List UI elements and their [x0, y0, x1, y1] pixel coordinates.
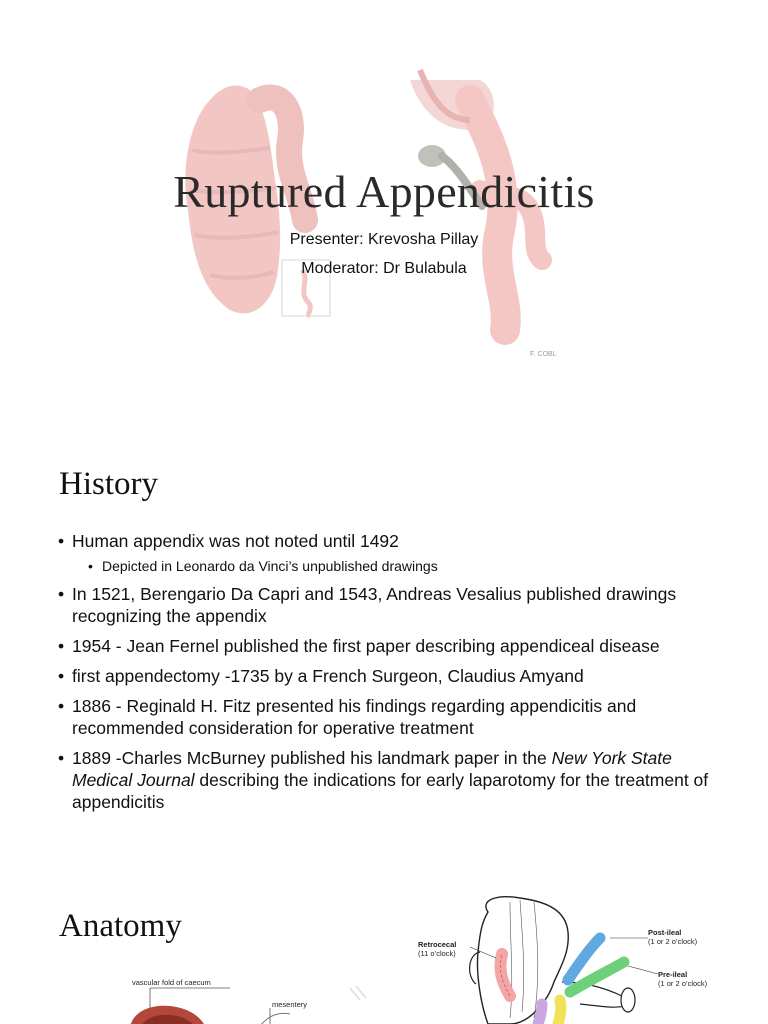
illustration-credit: F. COBL	[530, 351, 557, 358]
list-item-text: 1889 -Charles McBurney published his landmark paper in the	[72, 748, 552, 768]
preileal-label	[658, 970, 707, 988]
vascular-fold-label: vascular fold of caecum	[132, 978, 211, 987]
appendix-positions-figure	[410, 892, 710, 1024]
title-slide	[0, 0, 768, 432]
list-item: • Depicted in Leonardo da Vinci’s unpublished drawings	[58, 557, 718, 575]
list-item: • 1954 - Jean Fernel published the first paper describing appendiceal disease	[58, 635, 718, 657]
postileal-title: Post-ileal	[648, 928, 682, 937]
retrocecal-clock: (11 o’clock)	[418, 949, 456, 958]
history-heading: History	[59, 466, 158, 502]
caecum-figure	[110, 968, 410, 1024]
postileal-clock: (1 or 2 o’clock)	[648, 937, 698, 946]
moderator-line: Moderator: Dr Bulabula	[301, 260, 467, 277]
slide-title: Ruptured Appendicitis	[173, 166, 595, 217]
preileal-clock: (1 or 2 o’clock)	[658, 979, 708, 988]
history-slide	[0, 432, 768, 864]
mesentery-label: mesentery	[272, 1000, 308, 1009]
subcecal-appendix	[538, 1004, 542, 1024]
presenter-line: Presenter: Krevosha Pillay	[289, 231, 479, 248]
list-item: • Human appendix was not noted until 1492	[58, 530, 718, 552]
retrocecal-label	[418, 940, 456, 958]
appendix-positions-illustration	[410, 892, 710, 1024]
list-item-text: describing the indications for early laparotomy for the treatment of appendicitis	[72, 770, 709, 812]
list-item	[58, 747, 718, 813]
postileal-label	[648, 928, 697, 946]
anatomy-slide	[0, 864, 768, 1024]
preileal-title: Pre-ileal	[658, 970, 688, 979]
list-item: • 1886 - Reginald H. Fitz presented his findings regarding appendicitis and recommended consideration for operative treatment	[58, 695, 718, 739]
list-item: • first appendectomy -1735 by a French Surgeon, Claudius Amyand	[58, 665, 718, 687]
retrocecal-title: Retrocecal	[418, 940, 457, 949]
pelvic-appendix	[558, 1000, 561, 1024]
anatomy-heading: Anatomy	[59, 908, 182, 944]
journal-title: New York State Medical Journal	[72, 748, 672, 790]
caecum-illustration	[110, 968, 410, 1024]
list-item: • In 1521, Berengario Da Capri and 1543, Andreas Vesalius published drawings recognizing the appendix	[58, 583, 718, 627]
history-bullet-list	[58, 530, 718, 821]
